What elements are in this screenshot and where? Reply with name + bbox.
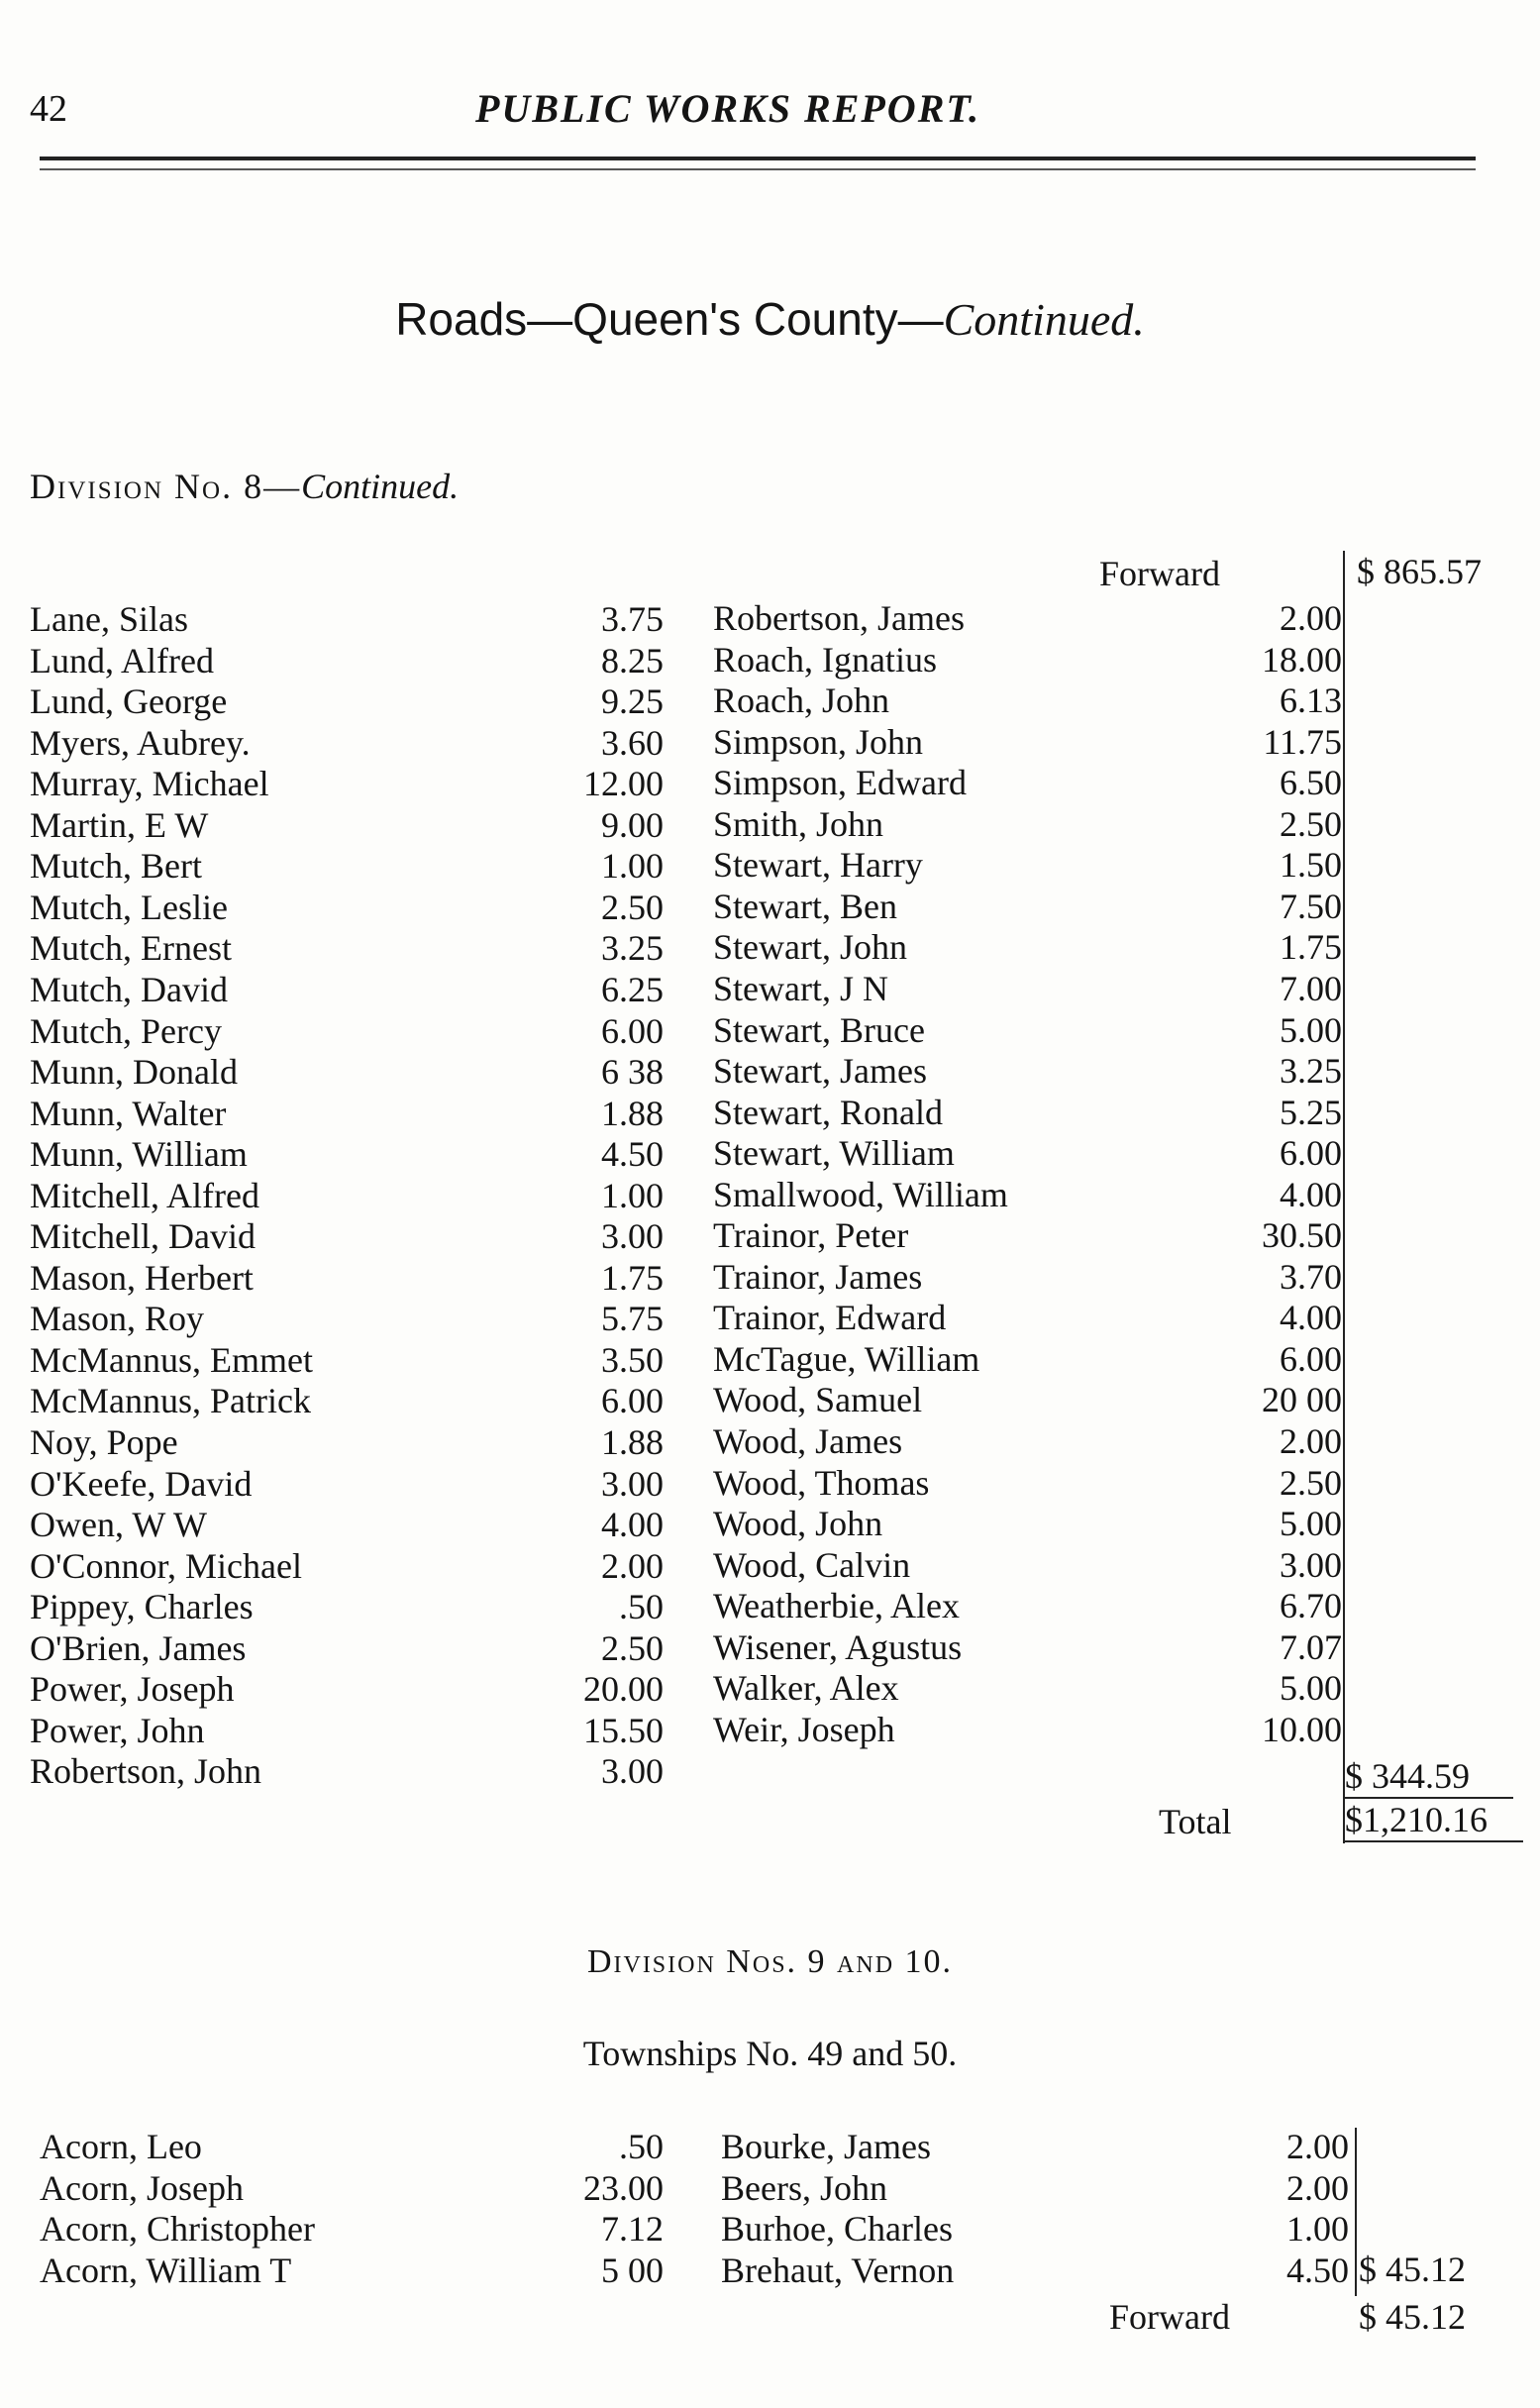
left-entry-amount: 6.00: [601, 1381, 664, 1421]
header-rule: [40, 157, 1476, 160]
left-entry-amount: 2.50: [601, 887, 664, 927]
left-entry-amount: 1.00: [601, 1175, 664, 1215]
right-entry-amount: 6.00: [1280, 1133, 1342, 1174]
right-entry-name: Robertson, James: [713, 598, 965, 638]
left-entry-name: Lane, Silas: [30, 599, 188, 639]
right-entry-amount: 5.00: [1280, 1009, 1342, 1050]
right-entry-name: Wood, Samuel: [713, 1380, 923, 1420]
left-entry-amount: 2.50: [601, 1627, 664, 1668]
right-entry-amount: 2.00: [1280, 1421, 1342, 1461]
division-8-heading-continued: Continued.: [301, 467, 460, 506]
right-entry-name: Smallwood, William: [713, 1174, 1008, 1214]
right-entry-amount: 5.00: [1280, 1504, 1342, 1544]
left-entry-amount: 8.25: [601, 640, 664, 681]
totals-column-rule: [1343, 551, 1345, 1843]
right-entry-name: Stewart, J N: [713, 968, 888, 1008]
right-entry-amount: 18.00: [1262, 639, 1342, 680]
left-entry-name: Myers, Aubrey.: [30, 722, 251, 763]
left-entry-amount: 1.88: [601, 1093, 664, 1133]
left-entry-name: Lund, Alfred: [30, 640, 214, 681]
section-title-main: Roads—Queen's County—: [395, 293, 944, 345]
right-entry-name: Trainor, Peter: [713, 1215, 909, 1256]
right-entry-amount: 30.50: [1262, 1215, 1342, 1256]
left-entry-amount: 3.75: [601, 599, 664, 639]
left-entry-amount: 3.00: [601, 1216, 664, 1257]
left-entry-amount: 3.50: [601, 1339, 664, 1380]
left-entry-amount: 15.50: [583, 1710, 664, 1750]
left-entry-amount: 4.50: [601, 1134, 664, 1175]
left-entry-name: Acorn, William T: [40, 2250, 292, 2290]
right-entry-amount: 1.50: [1280, 845, 1342, 886]
right-entry-name: McTague, William: [713, 1338, 980, 1379]
right-entry-amount: 1.75: [1280, 927, 1342, 968]
header-rule-thin: [40, 168, 1476, 170]
right-entry-amount: 10.00: [1262, 1709, 1342, 1749]
page-number: 42: [30, 88, 67, 130]
right-entry-name: Wisener, Agustus: [713, 1626, 963, 1667]
left-entry-name: McMannus, Patrick: [30, 1381, 311, 1421]
left-entry-amount: 12.00: [583, 764, 664, 804]
left-entry-name: O'Connor, Michael: [30, 1545, 302, 1586]
left-entry-amount: 23.00: [583, 2167, 664, 2208]
right-entry-amount: 3.25: [1280, 1051, 1342, 1092]
right-entry-amount: 5.25: [1280, 1092, 1342, 1132]
right-entry-name: Brehaut, Vernon: [721, 2250, 955, 2290]
left-entry-name: Munn, Walter: [30, 1093, 227, 1133]
left-entry-amount: 9.00: [601, 804, 664, 845]
right-entry-amount: 2.00: [1280, 598, 1342, 638]
right-entry-amount: 11.75: [1263, 721, 1342, 762]
left-entry-name: Mitchell, Alfred: [30, 1175, 259, 1215]
division-8-heading-main: Division No. 8—: [30, 467, 302, 506]
right-entry-amount: 6.70: [1280, 1586, 1342, 1626]
left-entry-name: Mutch, Leslie: [30, 887, 228, 927]
left-entry-name: Mason, Herbert: [30, 1257, 254, 1298]
right-entry-name: Stewart, Bruce: [713, 1009, 925, 1050]
left-entry-name: Munn, William: [30, 1134, 248, 1175]
right-entry-amount: 7.50: [1280, 886, 1342, 926]
right-entry-amount: 3.00: [1280, 1544, 1342, 1585]
left-entry-name: Murray, Michael: [30, 764, 269, 804]
right-entry-name: Beers, John: [721, 2167, 887, 2208]
left-entry-amount: .50: [619, 1587, 664, 1627]
totals-column-rule-lower: [1355, 2128, 1357, 2296]
right-entry-name: Simpson, John: [713, 721, 924, 762]
left-entry-name: Power, John: [30, 1710, 205, 1750]
section-title-continued: Continued.: [943, 294, 1145, 345]
right-entry-name: Stewart, Ben: [713, 886, 897, 926]
left-entry-amount: 3.00: [601, 1463, 664, 1504]
left-entry-amount: .50: [619, 2127, 664, 2166]
left-entry-name: McMannus, Emmet: [30, 1339, 313, 1380]
left-entry-name: Acorn, Joseph: [40, 2167, 244, 2208]
left-entry-name: Mutch, Percy: [30, 1010, 222, 1051]
right-entry-name: Stewart, Harry: [713, 845, 923, 886]
left-entry-name: Pippey, Charles: [30, 1587, 254, 1627]
right-entry-name: Trainor, James: [713, 1256, 923, 1297]
left-entry-name: Owen, W W: [30, 1505, 207, 1545]
division-9-10-forward-amount: $ 45.12: [1359, 2297, 1466, 2337]
division-9-10-subtotal: $ 45.12: [1359, 2250, 1466, 2289]
left-entry-name: Mutch, David: [30, 969, 228, 1009]
total-label: Total: [1159, 1802, 1232, 1841]
left-entry-name: Power, Joseph: [30, 1669, 235, 1710]
left-entry-name: O'Keefe, David: [30, 1463, 253, 1504]
left-entry-name: Acorn, Leo: [40, 2127, 202, 2166]
left-entry-name: O'Brien, James: [30, 1627, 247, 1668]
right-entry-amount: 4.50: [1286, 2250, 1349, 2290]
left-entry-name: Mitchell, David: [30, 1216, 256, 1257]
right-entry-amount: 6.00: [1280, 1338, 1342, 1379]
right-entry-amount: 4.00: [1280, 1298, 1342, 1338]
forward-label: Forward: [1099, 554, 1220, 593]
right-entry-name: Simpson, Edward: [713, 763, 967, 803]
division-8-heading: [30, 466, 459, 507]
left-entry-amount: 5 00: [601, 2250, 664, 2290]
right-entry-name: Stewart, John: [713, 927, 907, 968]
right-entry-name: Walker, Alex: [713, 1668, 899, 1709]
left-entry-amount: 6.25: [601, 969, 664, 1009]
right-entry-amount: 4.00: [1280, 1174, 1342, 1214]
right-entry-amount: 6.50: [1280, 763, 1342, 803]
right-entry-name: Roach, Ignatius: [713, 639, 937, 680]
right-entry-name: Stewart, Ronald: [713, 1092, 943, 1132]
left-entry-amount: 3.00: [601, 1751, 664, 1792]
right-entry-amount: 2.50: [1280, 803, 1342, 844]
left-entry-amount: 3.25: [601, 928, 664, 969]
left-entry-amount: 7.12: [601, 2209, 664, 2249]
right-entry-name: Wood, Thomas: [713, 1462, 930, 1503]
right-entry-name: Wood, Calvin: [713, 1544, 911, 1585]
division-9-10-forward-label: Forward: [1109, 2297, 1230, 2337]
division-9-10-heading: Division Nos. 9 and 10.: [586, 1943, 954, 1980]
left-entry-amount: 6.00: [601, 1010, 664, 1051]
left-entry-amount: 9.25: [601, 681, 664, 722]
right-entry-amount: 2.50: [1280, 1462, 1342, 1503]
right-entry-name: Roach, John: [713, 681, 889, 721]
running-header: PUBLIC WORKS REPORT.: [475, 86, 981, 131]
left-entry-name: Munn, Donald: [30, 1052, 238, 1093]
right-entry-amount: 2.00: [1286, 2127, 1349, 2166]
left-entry-amount: 5.75: [601, 1299, 664, 1339]
left-entry-amount: 1.88: [601, 1422, 664, 1462]
left-entry-amount: 1.00: [601, 846, 664, 887]
right-entry-amount: 1.00: [1286, 2209, 1349, 2249]
left-entry-name: Mason, Roy: [30, 1299, 205, 1339]
right-entry-name: Smith, John: [713, 803, 884, 844]
right-entry-name: Weatherbie, Alex: [713, 1586, 960, 1626]
section-title: [0, 292, 1540, 346]
left-entry-name: Mutch, Ernest: [30, 928, 232, 969]
right-entry-name: Wood, John: [713, 1504, 883, 1544]
right-entry-amount: 5.00: [1280, 1668, 1342, 1709]
right-entry-name: Stewart, William: [713, 1133, 955, 1174]
right-entry-name: Stewart, James: [713, 1051, 927, 1092]
left-entry-name: Robertson, John: [30, 1751, 261, 1792]
right-entry-name: Weir, Joseph: [713, 1709, 895, 1749]
subtotal-amount: $ 344.59: [1345, 1755, 1513, 1799]
right-entry-amount: 2.00: [1286, 2167, 1349, 2208]
forward-amount: $ 865.57: [1357, 552, 1482, 591]
left-entry-name: Noy, Pope: [30, 1422, 178, 1462]
left-entry-name: Acorn, Christopher: [40, 2209, 315, 2249]
left-entry-name: Lund, George: [30, 681, 228, 722]
left-entry-name: Martin, E W: [30, 804, 209, 845]
right-entry-amount: 20 00: [1262, 1380, 1342, 1420]
right-entry-amount: 7.00: [1280, 968, 1342, 1008]
left-entry-amount: 3.60: [601, 722, 664, 763]
right-entry-amount: 7.07: [1280, 1626, 1342, 1667]
left-entry-amount: 4.00: [601, 1505, 664, 1545]
left-entry-amount: 20.00: [583, 1669, 664, 1710]
right-entry-amount: 3.70: [1280, 1256, 1342, 1297]
left-entry-name: Mutch, Bert: [30, 846, 202, 887]
right-entry-name: Trainor, Edward: [713, 1298, 947, 1338]
left-entry-amount: 6 38: [601, 1052, 664, 1093]
right-entry-amount: 6.13: [1280, 681, 1342, 721]
right-entry-name: Burhoe, Charles: [721, 2209, 953, 2249]
right-entry-name: Wood, James: [713, 1421, 903, 1461]
left-entry-amount: 2.00: [601, 1545, 664, 1586]
left-entry-amount: 1.75: [601, 1257, 664, 1298]
total-amount: $1,210.16: [1345, 1799, 1523, 1842]
townships-heading: Townships No. 49 and 50.: [582, 2034, 958, 2073]
right-entry-name: Bourke, James: [721, 2127, 931, 2166]
